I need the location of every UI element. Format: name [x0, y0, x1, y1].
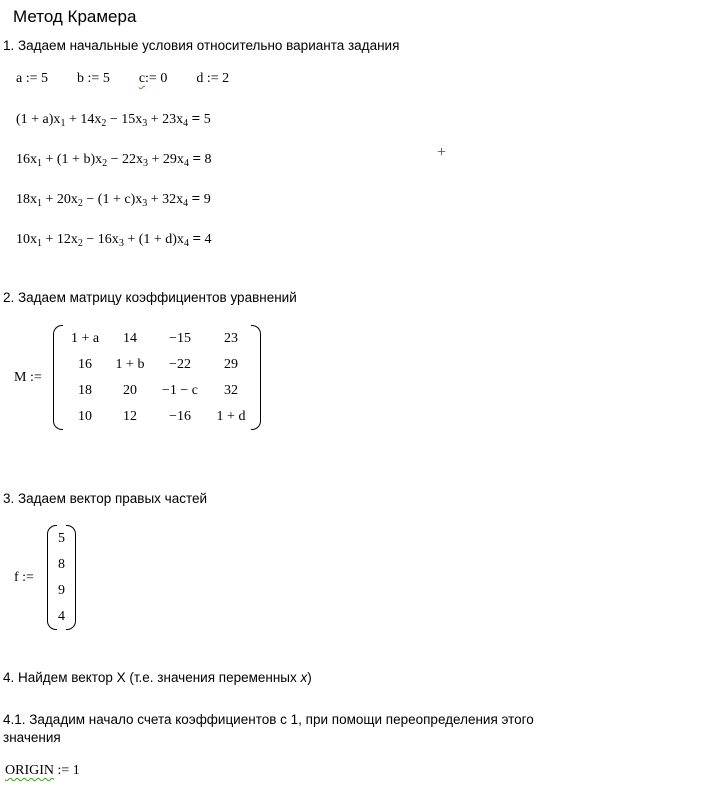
vector-label: f := [14, 570, 34, 585]
equation-1[interactable]: $(1 + a)x_1 + 14x_2 - 15x_3 + 23x_4 = 5$ [16, 111, 211, 129]
matrix-cell: −15 [169, 331, 191, 346]
equation-2[interactable]: $16x_1 + (1 + b)x_2 - 22x_3 + 29x_4 = 8$ [16, 151, 212, 169]
matrix-cell: 32 [224, 383, 238, 398]
page-title: Метод Крамера [13, 7, 137, 26]
params-row [16, 71, 229, 87]
matrix-cell: 12 [123, 409, 137, 424]
matrix-cell: 1 + d [216, 409, 246, 424]
matrix-cell: 29 [224, 357, 238, 372]
section-2-heading: 2. Задаем матрицу коэффициентов уравнений [3, 290, 297, 305]
insertion-cursor: + [437, 144, 447, 161]
matrix-row [61, 352, 253, 378]
param-a[interactable]: a := 5 [16, 71, 49, 86]
equation-3[interactable]: $18x_1 + 20x_2 - (1 + c)x_3 + 32x_4 = 9$ [16, 191, 211, 209]
matrix-cell: −22 [169, 357, 191, 372]
matrix-cell: 1 + a [70, 331, 100, 346]
vector-cell: 5 [58, 531, 65, 546]
vector-cell: 4 [58, 609, 65, 624]
matrix-cell: 16 [78, 357, 92, 372]
vector-cell: 8 [58, 557, 65, 572]
matrix-cell: −1 − c [161, 383, 198, 398]
param-c[interactable]: c:= 0 [138, 71, 168, 86]
matrix-label: M := [14, 370, 42, 385]
param-b[interactable]: b := 5 [77, 71, 110, 86]
section-3-heading: 3. Задаем вектор правых частей [3, 491, 208, 506]
vector-cell: 9 [58, 583, 65, 598]
matrix-cell: 1 + b [115, 357, 145, 372]
matrix-row [61, 404, 253, 430]
origin-assignment[interactable]: ORIGIN := 1 [5, 763, 80, 778]
matrix-cell: −16 [169, 409, 191, 424]
matrix-cell: 20 [123, 383, 137, 398]
matrix-cell: 23 [224, 331, 238, 346]
matrix-m[interactable] [53, 325, 261, 430]
param-d[interactable]: d := 2 [196, 71, 230, 86]
matrix-row [61, 326, 253, 352]
matrix-cell: 14 [123, 331, 137, 346]
section-1-heading: 1. Задаем начальные условия относительно варианта задания [3, 38, 400, 53]
variable-x: x [300, 670, 308, 685]
matrix-cell: 10 [78, 409, 92, 424]
section-4-1-line-1: 4.1. Зададим начало счета коэффициентов с 1, при помощи переопределения этого [3, 712, 534, 727]
section-4-1-line-2: значения [3, 730, 61, 745]
vector-f[interactable] [47, 525, 76, 630]
matrix-cell: 18 [78, 383, 92, 398]
matrix-row [61, 378, 253, 404]
section-4-heading: 4. Найдем вектор X (т.е. значения переменных x) [3, 670, 312, 685]
equation-4[interactable]: $10x_1 + 12x_2 - 16x_3 + (1 + d)x_4 = 4$ [16, 231, 212, 249]
